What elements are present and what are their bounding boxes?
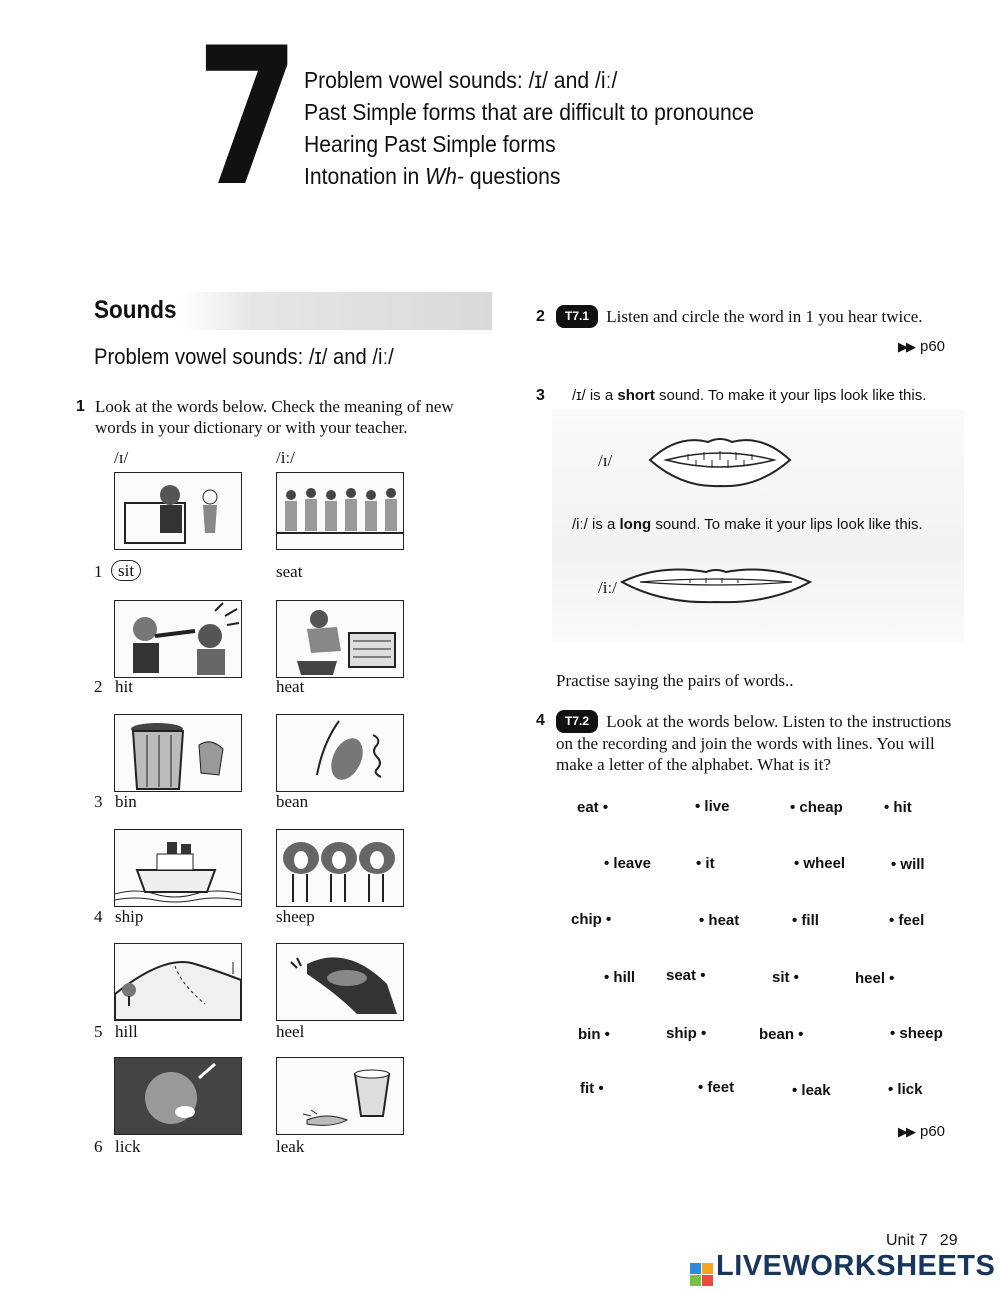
dot-word-seat[interactable]: seat • [666,967,706,984]
word-bean[interactable]: bean [276,792,309,811]
word-ship[interactable]: ship [115,907,144,926]
word-sheep[interactable]: sheep [276,907,315,926]
exercise-2-line [556,305,923,328]
exercise-4-instruction: Look at the words below. Listen to the instructions on the recording and join the words with lines. You will make a letter of the alphabet. What is it? [556,712,952,774]
hit-picture [114,600,242,678]
pair-number-2: 2 [94,677,103,696]
word-heel[interactable]: heel [276,1022,305,1041]
brand-logo[interactable] [690,1250,995,1286]
word-hit[interactable]: hit [115,677,133,696]
exercise-4-number: 4 [536,712,545,729]
pair-number-6: 6 [94,1137,103,1156]
word-hill[interactable]: hill [115,1022,138,1041]
sounds-title: Sounds [94,296,177,324]
bean-picture [276,714,404,792]
exercise-2-instruction: Listen and circle the word in 1 you hear twice. [606,307,923,326]
heat-picture [276,600,404,678]
dot-word-bean[interactable]: bean • [759,1026,804,1043]
dot-word-fit[interactable]: fit • [580,1080,604,1097]
short-vowel-symbol: /ɪ/ [598,451,613,470]
track-t7-1-button[interactable]: T7.1 [556,305,598,328]
heel-picture [276,943,404,1021]
footer-page-label [886,1232,958,1250]
word-heat[interactable]: heat [276,677,305,696]
forward-arrows-icon: ▶▶ [898,339,914,354]
footer-unit: Unit 7 [886,1232,928,1249]
pair-number-3: 3 [94,792,103,811]
exercise-2-number: 2 [536,308,545,325]
unit-number: 7 [196,7,293,228]
forward-arrows-icon: ▶▶ [898,1124,914,1139]
dot-word-fill[interactable]: • fill [792,912,819,929]
dot-word-heel[interactable]: heel • [855,970,895,987]
exercise-3-number: 3 [536,387,545,404]
bin-picture [114,714,242,792]
dot-word-live[interactable]: • live [695,798,730,815]
exercise-3-practise: Practise saying the pairs of words.. [556,671,794,690]
brand-name: LIVEWORKSHEETS [716,1250,996,1282]
dot-word-leak[interactable]: • leak [792,1082,831,1099]
word-lick[interactable]: lick [115,1137,141,1156]
leak-picture [276,1057,404,1135]
word-seat[interactable]: seat [276,562,303,581]
exercise-3-long-text: /iː/ is a long sound. To make it your lips look like this. [572,516,923,533]
column-short-label: /ɪ/ [114,448,129,467]
seat-picture [276,472,404,550]
dot-word-cheap[interactable]: • cheap [790,799,843,816]
dot-word-hill[interactable]: • hill [604,969,636,986]
dot-word-it[interactable]: • it [696,855,715,872]
dot-word-heat[interactable]: • heat [699,912,740,929]
long-lips-diagram [620,562,812,606]
topic-1: Problem vowel sounds: /ɪ/ and /iː/ [304,67,618,93]
pair-number-5: 5 [94,1022,103,1041]
exercise-4-reference[interactable] [898,1123,945,1140]
word-leak[interactable]: leak [276,1137,305,1156]
dot-word-sit[interactable]: sit • [772,969,799,986]
dot-word-ship[interactable]: ship • [666,1025,707,1042]
dot-word-eat[interactable]: eat • [577,799,609,816]
dot-word-bin[interactable]: bin • [578,1026,610,1043]
exercise-4-text [556,710,966,775]
footer-page-number: 29 [939,1232,958,1249]
word-sit-label: sit [111,560,141,581]
dot-word-hit[interactable]: • hit [884,799,912,816]
exercise-2-reference[interactable] [898,338,945,355]
sit-picture [114,472,242,550]
topic-4: Intonation in Wh- questions [304,163,561,189]
ship-picture [114,829,242,907]
word-sit[interactable] [111,561,141,581]
column-long-label: /iː/ [276,448,295,467]
long-vowel-symbol: /iː/ [598,578,617,597]
track-t7-2-button[interactable]: T7.2 [556,710,598,733]
lick-picture [114,1057,242,1135]
exercise-1-number: 1 [76,398,85,415]
exercise-4-page-ref: p60 [920,1123,946,1140]
short-lips-diagram [648,430,792,490]
dot-word-lick[interactable]: • lick [888,1081,923,1098]
dot-word-feet[interactable]: • feet [698,1079,735,1096]
exercise-1-instruction: Look at the words below. Check the meaning of new words in your dictionary or with your teacher. [95,397,454,437]
grid-logo-icon [690,1263,713,1286]
exercise-2-page-ref: p60 [920,338,946,355]
dot-word-will[interactable]: • will [891,856,925,873]
topic-3: Hearing Past Simple forms [304,131,556,157]
word-bin[interactable]: bin [115,792,137,811]
sheep-picture [276,829,404,907]
dot-word-sheep[interactable]: • sheep [890,1025,943,1042]
topic-2: Past Simple forms that are difficult to pronounce [304,99,755,125]
hill-picture [114,943,242,1021]
pair-number-4: 4 [94,907,103,926]
pair-number-1: 1 [94,562,103,581]
dot-word-leave[interactable]: • leave [604,855,651,872]
dot-word-feel[interactable]: • feel [889,912,925,929]
exercise-3-short-text: /ɪ/ is a short sound. To make it your lips look like this. [572,387,927,404]
dot-word-wheel[interactable]: • wheel [794,855,846,872]
sounds-subtitle: Problem vowel sounds: /ɪ/ and /iː/ [94,344,394,369]
dot-word-chip[interactable]: chip • [571,911,612,928]
